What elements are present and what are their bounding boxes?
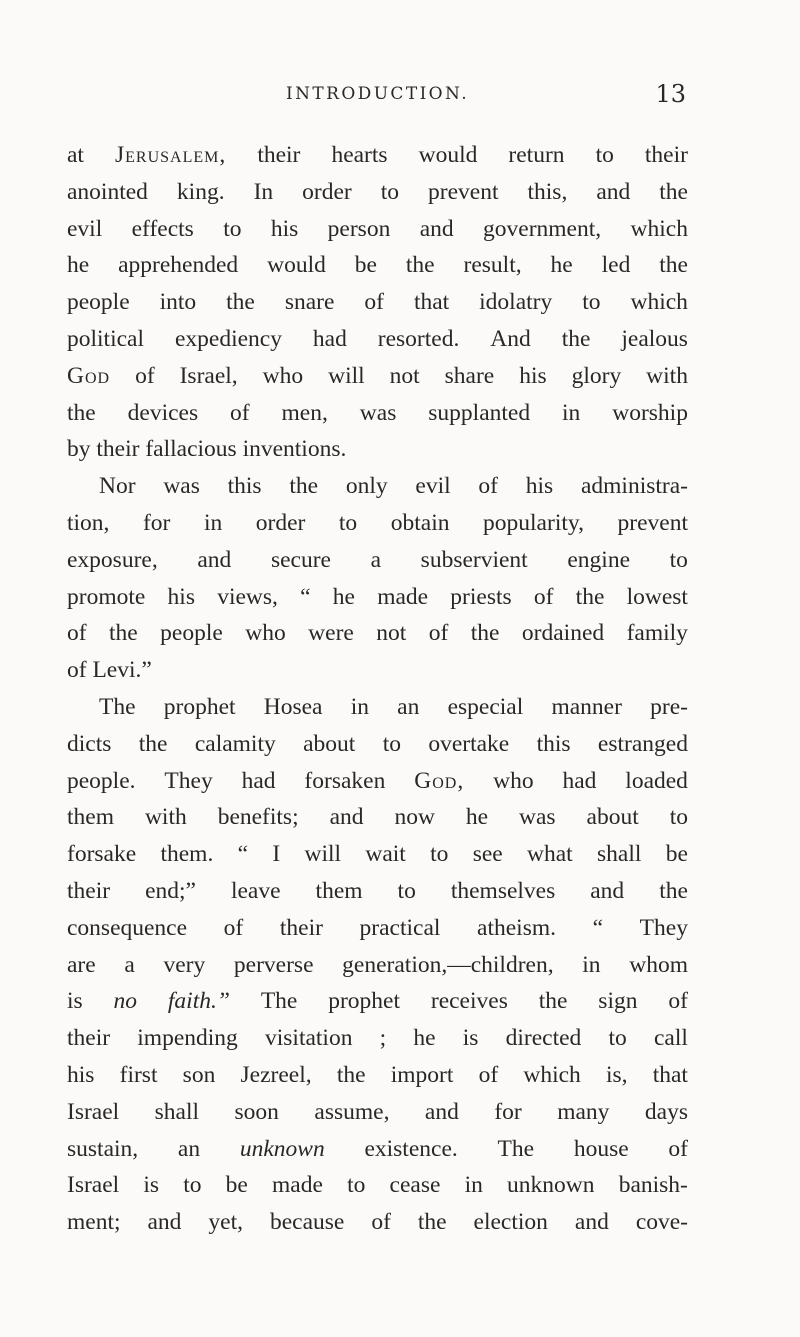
text-line: consequence of their practical atheism. “ They <box>67 914 688 941</box>
text-line: is no faith.” The prophet receives the sign of <box>67 988 688 1015</box>
running-head <box>286 80 686 116</box>
text-line: of the people who were not of the ordained family <box>67 620 688 647</box>
text-line: anointed king. In order to prevent this, and the <box>67 178 688 205</box>
body-text <box>67 137 688 1241</box>
text-line: their impending visitation ; he is directed to call <box>67 1025 688 1052</box>
text-line: exposure, and secure a subservient engine to <box>67 546 688 573</box>
text-line: tion, for in order to obtain popularity, prevent <box>67 509 688 536</box>
text-line: forsake them. “ I will wait to see what shall be <box>67 841 688 868</box>
text-line: political expediency had resorted. And the jealous <box>67 325 688 352</box>
text-line: Nor was this the only evil of his administra- <box>99 473 688 500</box>
text-line: promote his views, “ he made priests of the lowest <box>67 583 688 610</box>
text-line: the devices of men, was supplanted in worship <box>67 399 688 426</box>
text-line: Israel is to be made to cease in unknown banish- <box>67 1172 688 1199</box>
page-number: 13 <box>655 80 686 108</box>
text-line: their end;” leave them to themselves and the <box>67 877 688 904</box>
text-line: sustain, an unknown existence. The house of <box>67 1135 688 1162</box>
text-line: ment; and yet, because of the election and cove- <box>67 1209 688 1236</box>
text-line: Israel shall soon assume, and for many days <box>67 1098 688 1125</box>
text-line: are a very perverse generation,—children, in whom <box>67 951 688 978</box>
text-line: people. They had forsaken God, who had loaded <box>67 767 688 794</box>
text-line: he apprehended would be the result, he led the <box>67 252 688 279</box>
running-title: INTRODUCTION. <box>286 84 470 104</box>
text-line: them with benefits; and now he was about to <box>67 804 688 831</box>
text-line: of Levi.” <box>67 657 152 684</box>
text-line: by their fallacious inventions. <box>67 436 347 463</box>
text-line: dicts the calamity about to overtake this estranged <box>67 730 688 757</box>
text-line: God of Israel, who will not share his glory with <box>67 362 688 389</box>
text-line: people into the snare of that idolatry to which <box>67 289 688 316</box>
text-line: at Jerusalem, their hearts would return to their <box>67 142 688 168</box>
text-line: The prophet Hosea in an especial manner pre- <box>99 693 688 720</box>
text-line: evil effects to his person and government, which <box>67 215 688 242</box>
text-line: his first son Jezreel, the import of which is, that <box>67 1061 688 1088</box>
